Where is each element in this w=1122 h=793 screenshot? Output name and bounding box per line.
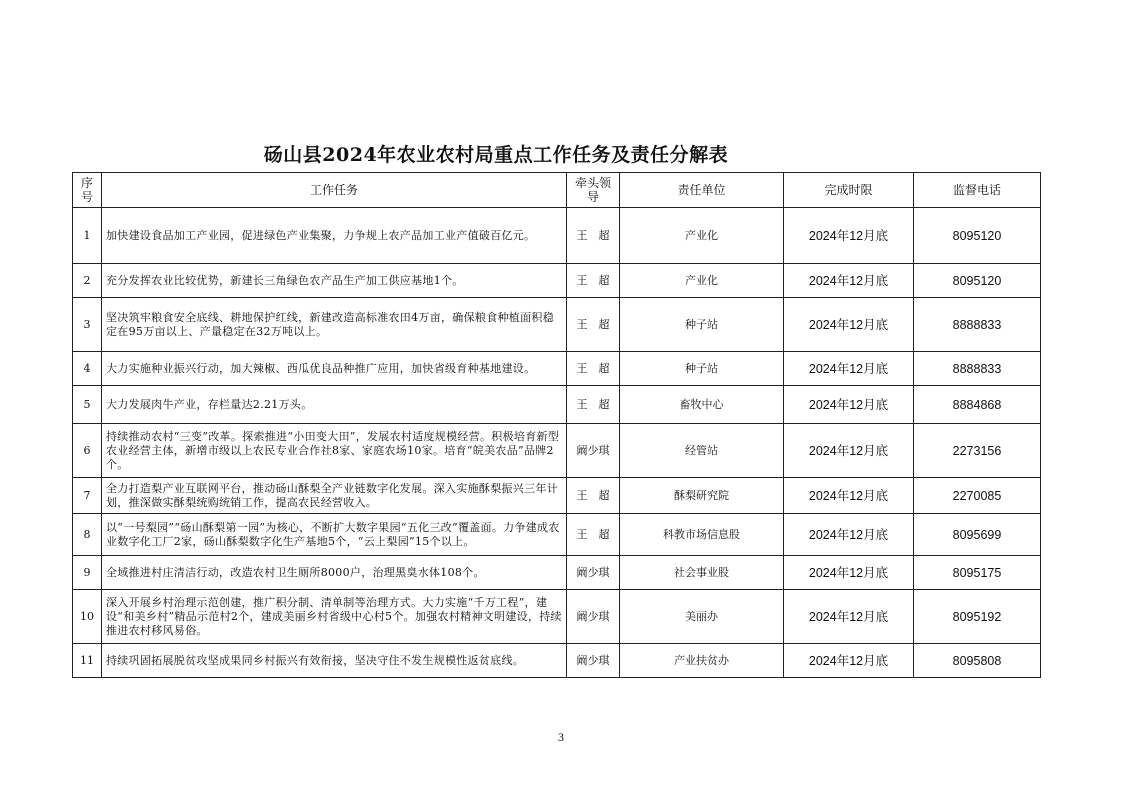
row-number: 7 [73,478,102,514]
row-number: 10 [73,590,102,644]
row-unit: 社会事业股 [620,556,784,590]
table-row [73,556,1041,590]
row-number: 2 [73,264,102,298]
table-header-row [73,173,1041,208]
row-leader: 王 超 [567,208,620,264]
row-unit: 酥梨研究院 [620,478,784,514]
table-row [73,644,1041,678]
table-row [73,590,1041,644]
row-deadline: 2024年12月底 [784,298,914,352]
row-phone: 8095120 [914,208,1041,264]
table-row [73,514,1041,556]
table-row [73,424,1041,478]
table-row [73,208,1041,264]
row-unit: 产业化 [620,264,784,298]
row-task: 全域推进村庄清洁行动，改造农村卫生厕所8000户，治理黑臭水体108个。 [102,556,567,590]
row-leader: 阚少琪 [567,590,620,644]
row-number: 1 [73,208,102,264]
row-phone: 8095175 [914,556,1041,590]
row-task: 全力打造梨产业互联网平台，推动砀山酥梨全产业链数字化发展。深入实施酥梨振兴三年计划，推深做实酥梨统购统销工作，提高农民经营收入。 [102,478,567,514]
row-unit: 经管站 [620,424,784,478]
row-task: 以“一号梨园”“砀山酥梨第一园”为核心，不断扩大数字果园“五化三改”覆盖面。力争建成农业数字化工厂2家，砀山酥梨数字化生产基地5个，“云上梨园”15个以上。 [102,514,567,556]
row-deadline: 2024年12月底 [784,478,914,514]
col-header-phone: 监督电话 [914,173,1041,208]
col-header-deadline: 完成时限 [784,173,914,208]
row-unit: 科教市场信息股 [620,514,784,556]
row-unit: 畜牧中心 [620,386,784,424]
row-phone: 8095699 [914,514,1041,556]
page-number: 3 [558,730,564,744]
row-phone: 8884868 [914,386,1041,424]
table-row [73,264,1041,298]
row-unit: 产业化 [620,208,784,264]
row-phone: 8888833 [914,352,1041,386]
row-number: 6 [73,424,102,478]
row-leader: 王 超 [567,298,620,352]
row-task: 坚决筑牢粮食安全底线、耕地保护红线，新建改造高标准农田4万亩，确保粮食种植面积稳定在95万亩以上、产量稳定在32万吨以上。 [102,298,567,352]
row-task: 大力发展肉牛产业，存栏量达2.21万头。 [102,386,567,424]
row-deadline: 2024年12月底 [784,208,914,264]
row-leader: 王 超 [567,514,620,556]
col-header-leader: 牵头领导 [567,173,620,208]
row-number: 3 [73,298,102,352]
table-row [73,386,1041,424]
row-leader: 王 超 [567,264,620,298]
row-phone: 8888833 [914,298,1041,352]
row-leader: 王 超 [567,478,620,514]
row-phone: 2270085 [914,478,1041,514]
row-task: 加快建设食品加工产业园，促进绿色产业集聚，力争规上农产品加工业产值破百亿元。 [102,208,567,264]
row-phone: 8095808 [914,644,1041,678]
row-number: 11 [73,644,102,678]
row-deadline: 2024年12月底 [784,514,914,556]
row-deadline: 2024年12月底 [784,386,914,424]
row-deadline: 2024年12月底 [784,424,914,478]
row-number: 8 [73,514,102,556]
row-unit: 种子站 [620,352,784,386]
row-number: 9 [73,556,102,590]
col-header-no: 序号 [73,173,102,208]
row-deadline: 2024年12月底 [784,352,914,386]
table-row [73,298,1041,352]
row-unit: 种子站 [620,298,784,352]
row-task: 大力实施种业振兴行动，加大辣椒、西瓜优良品种推广应用，加快省级育种基地建设。 [102,352,567,386]
row-task: 深入开展乡村治理示范创建，推广积分制、清单制等治理方式。大力实施“千万工程”，建设“和美乡村”精品示范村2个，建成美丽乡村省级中心村5个。加强农村精神文明建设，持续推进农村移风易俗。 [102,590,567,644]
row-deadline: 2024年12月底 [784,556,914,590]
row-leader: 王 超 [567,386,620,424]
row-phone: 8095192 [914,590,1041,644]
row-deadline: 2024年12月底 [784,590,914,644]
document-title: 砀山县2024年农业农村局重点工作任务及责任分解表 [263,144,729,166]
row-deadline: 2024年12月底 [784,264,914,298]
table-row [73,478,1041,514]
row-leader: 阚少琪 [567,424,620,478]
row-phone: 2273156 [914,424,1041,478]
row-task: 持续推动农村“三变”改革。探索推进“小田变大田”，发展农村适度规模经营。积极培育新型农业经营主体，新增市级以上农民专业合作社8家、家庭农场10家。培育“皖美农品”品牌2个。 [102,424,567,478]
row-task: 充分发挥农业比较优势，新建长三角绿色农产品生产加工供应基地1个。 [102,264,567,298]
row-unit: 美丽办 [620,590,784,644]
table-row [73,352,1041,386]
row-task: 持续巩固拓展脱贫攻坚成果同乡村振兴有效衔接，坚决守住不发生规模性返贫底线。 [102,644,567,678]
row-number: 5 [73,386,102,424]
row-deadline: 2024年12月底 [784,644,914,678]
col-header-task: 工作任务 [102,173,567,208]
row-leader: 阚少琪 [567,556,620,590]
row-number: 4 [73,352,102,386]
row-leader: 王 超 [567,352,620,386]
row-leader: 阚少琪 [567,644,620,678]
task-table [72,172,1041,678]
col-header-unit: 责任单位 [620,173,784,208]
row-unit: 产业扶贫办 [620,644,784,678]
row-phone: 8095120 [914,264,1041,298]
